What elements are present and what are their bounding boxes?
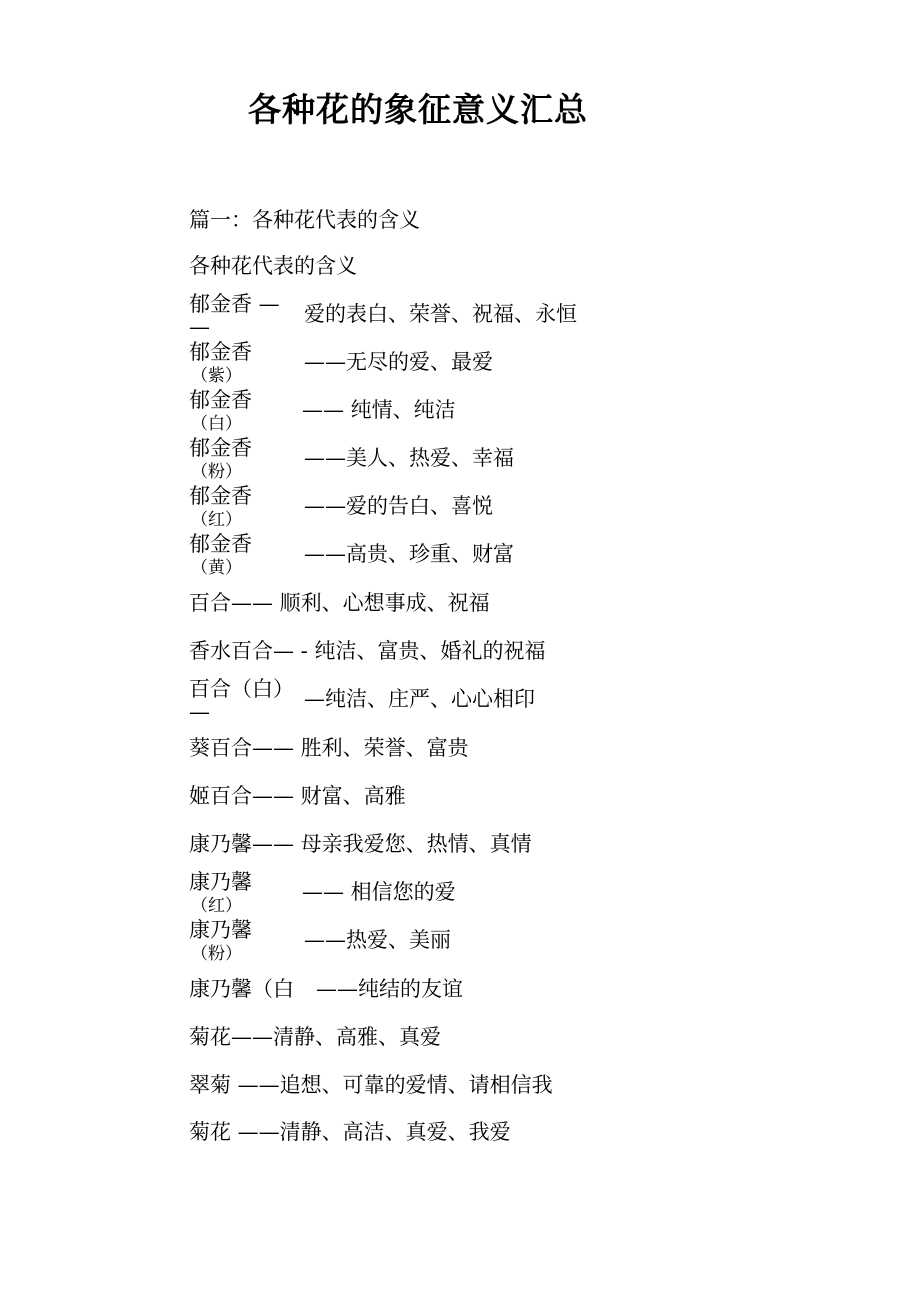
entry-line: 翠菊 ——追想、可靠的爱情、请相信我 <box>189 1073 553 1097</box>
entry-meaning: ——热爱、美丽 <box>304 928 451 952</box>
entry-term <box>189 436 252 484</box>
entry-term-label: 郁金香 <box>189 436 252 460</box>
entry-term-color: （白） <box>191 414 242 434</box>
entry-term <box>189 532 252 580</box>
entry-term-label: 百合（白） <box>189 677 294 701</box>
entry-line: 姬百合—— 财富、高雅 <box>189 784 406 808</box>
entry-term <box>189 340 252 388</box>
entry-term-color: （红） <box>191 510 242 530</box>
entry-term-color: （粉） <box>191 462 242 482</box>
section-heading: 篇一：各种花代表的含义 <box>189 208 420 232</box>
entry-term-label: 郁金香 <box>189 340 252 364</box>
entry-meaning: ——爱的告白、喜悦 <box>304 494 493 518</box>
entry-line: 菊花——清静、高雅、真爱 <box>189 1025 441 1049</box>
entry-term-label: 康乃馨（白 <box>189 977 294 1001</box>
entry-term-color: （黄） <box>191 558 242 578</box>
entry-line: 百合—— 顺利、心想事成、祝福 <box>189 591 490 615</box>
page-title: 各种花的象征意义汇总 <box>248 90 588 129</box>
entry-term-label: 康乃馨 <box>189 870 252 894</box>
entry-term <box>189 918 252 966</box>
entry-meaning: 爱的表白、荣誉、祝福、永恒 <box>304 302 577 326</box>
entry-term <box>189 388 252 436</box>
entry-term-label: 郁金香 <box>189 388 252 412</box>
entry-term <box>189 292 280 338</box>
entry-term-color: （红） <box>191 896 242 916</box>
entry-term-label: 康乃馨 <box>189 918 252 942</box>
entry-term-wrap: — <box>189 700 210 724</box>
entry-meaning: ——无尽的爱、最爱 <box>304 350 493 374</box>
entry-line: 菊花 ——清静、高洁、真爱、我爱 <box>189 1120 511 1144</box>
entry-meaning: —— 相信您的爱 <box>302 880 456 904</box>
entry-meaning: ——美人、热爱、幸福 <box>304 446 514 470</box>
entry-term <box>189 677 294 723</box>
entry-term-color: （紫） <box>191 366 242 386</box>
entry-line: 葵百合—— 胜利、荣誉、富贵 <box>189 736 469 760</box>
entry-term-label: 郁金香 — <box>189 292 280 316</box>
entry-line: 香水百合— - 纯洁、富贵、婚礼的祝福 <box>189 639 546 663</box>
entry-term-label: 郁金香 <box>189 532 252 556</box>
entry-line: 康乃馨—— 母亲我爱您、热情、真情 <box>189 832 532 856</box>
entry-meaning: ——纯结的友谊 <box>316 977 463 1001</box>
entry-term <box>189 870 252 918</box>
entry-term-color: （粉） <box>191 944 242 964</box>
entry-term-wrap: — <box>189 315 210 339</box>
entry-meaning: —— 纯情、纯洁 <box>302 398 456 422</box>
entry-meaning: ——高贵、珍重、财富 <box>304 542 514 566</box>
entry-meaning: —纯洁、庄严、心心相印 <box>304 687 535 711</box>
entry-term-label: 郁金香 <box>189 484 252 508</box>
entry-term <box>189 484 252 532</box>
subheading: 各种花代表的含义 <box>189 254 357 278</box>
